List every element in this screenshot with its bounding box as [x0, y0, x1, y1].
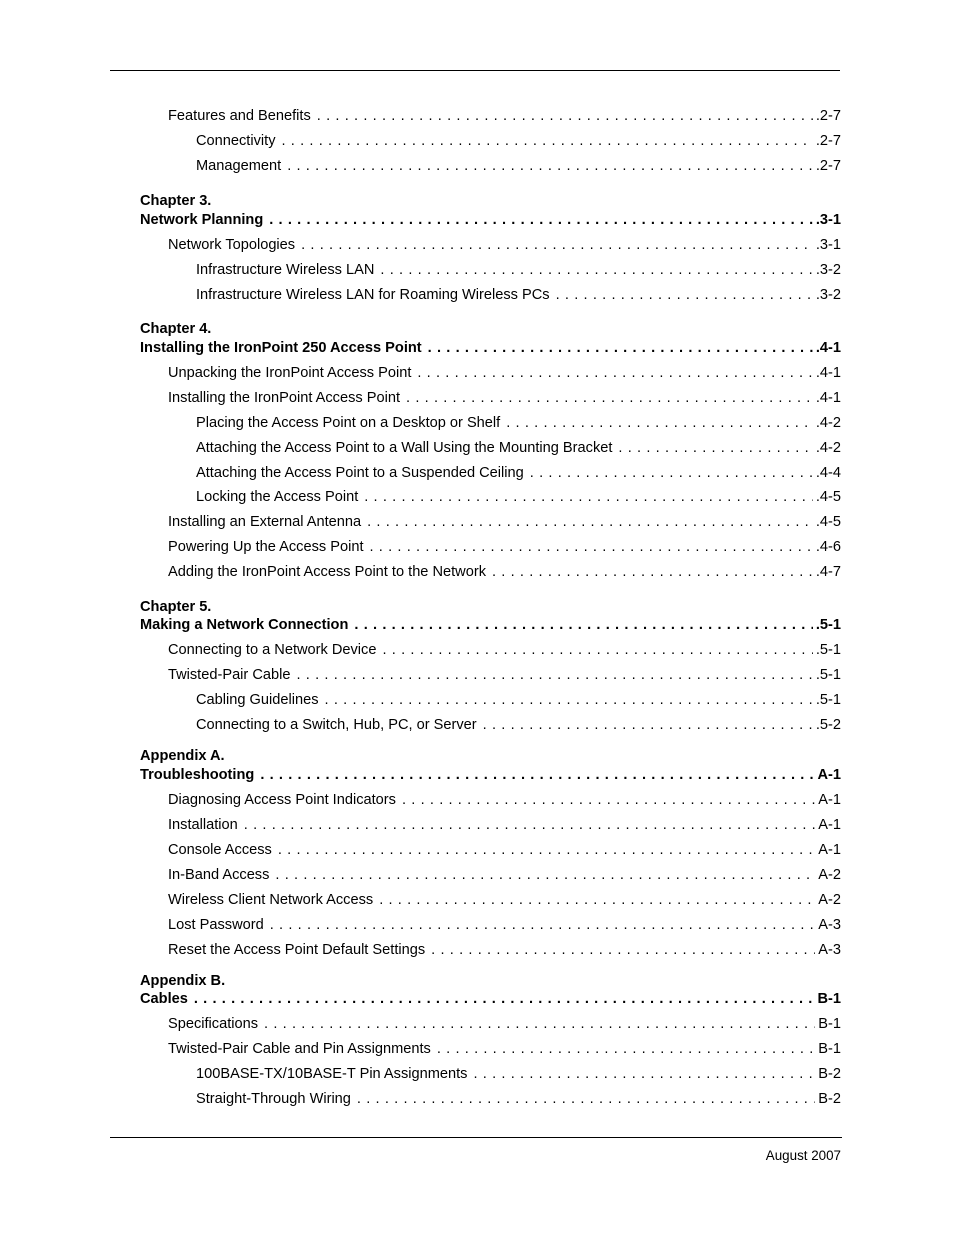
dot-leader	[194, 990, 815, 1008]
toc-entry[interactable]	[168, 563, 841, 581]
toc-entry-page: .4-2	[815, 415, 841, 431]
footer-rule	[110, 1137, 842, 1138]
toc-entry[interactable]	[168, 941, 841, 959]
dot-leader	[506, 414, 813, 432]
toc-entry[interactable]	[196, 1090, 841, 1108]
toc-entry-page: B-2	[818, 1091, 841, 1107]
toc-entry-title: Cabling Guidelines	[196, 692, 319, 708]
toc-entry-page: A-2	[818, 892, 841, 908]
dot-leader	[278, 841, 815, 859]
toc-entry-page: .4-1	[815, 390, 841, 406]
toc-entry[interactable]	[196, 261, 841, 279]
dot-leader	[370, 538, 813, 556]
toc-entry-page: A-3	[818, 942, 841, 958]
toc-entry-title: Reset the Access Point Default Settings	[168, 942, 426, 958]
toc-entry-title: Management	[196, 158, 282, 174]
toc-entry-page: A-1	[818, 842, 841, 858]
toc-entry[interactable]	[168, 641, 841, 659]
toc-entry[interactable]	[196, 1065, 841, 1083]
dot-leader	[260, 766, 814, 784]
toc-entry[interactable]	[168, 236, 841, 254]
toc-entry-title: Cables	[140, 991, 188, 1007]
toc-entry-page: .4-1	[815, 365, 841, 381]
toc-entry-title: Wireless Client Network Access	[168, 892, 374, 908]
dot-leader	[417, 364, 812, 382]
toc-entry-page: .5-2	[815, 717, 841, 733]
dot-leader	[379, 891, 815, 909]
toc-entry-title: Connecting to a Network Device	[168, 642, 377, 658]
toc-entry[interactable]	[196, 286, 841, 304]
toc-entry[interactable]	[168, 513, 841, 531]
toc-entry-page: B-1	[818, 1016, 841, 1032]
toc-entry-title: Twisted-Pair Cable and Pin Assignments	[168, 1041, 431, 1057]
toc-entry-title: In-Band Access	[168, 867, 270, 883]
toc-entry-title: Features and Benefits	[168, 108, 311, 124]
toc-entry-title: Installing the IronPoint 250 Access Point	[140, 340, 422, 356]
toc-entry-page: .2-7	[815, 158, 841, 174]
toc-entry[interactable]	[168, 1040, 841, 1058]
toc-entry-page: A-1	[818, 817, 841, 833]
toc-entry-page: .4-5	[815, 489, 841, 505]
toc-entry-title: Installation	[168, 817, 238, 833]
toc-entry-page: .3-1	[815, 212, 841, 228]
toc-entry-page: .2-7	[815, 133, 841, 149]
dot-leader	[618, 439, 812, 457]
toc-entry-title: 100BASE-TX/10BASE-T Pin Assignments	[196, 1066, 468, 1082]
toc-entry-title: Locking the Access Point	[196, 489, 359, 505]
toc-entry[interactable]	[168, 866, 841, 884]
dot-leader	[244, 816, 816, 834]
toc-entry-title: Making a Network Connection	[140, 617, 349, 633]
dot-leader	[483, 716, 813, 734]
toc-entry-title: Infrastructure Wireless LAN	[196, 262, 375, 278]
toc-entry-page: .3-1	[815, 237, 841, 253]
toc-entry[interactable]	[168, 389, 841, 407]
dot-leader	[354, 616, 812, 634]
toc-entry-page: .3-2	[815, 287, 841, 303]
dot-leader	[270, 916, 816, 934]
dot-leader	[402, 791, 815, 809]
toc-entry-page: .2-7	[815, 108, 841, 124]
toc-entry[interactable]	[168, 916, 841, 934]
toc-entry[interactable]	[140, 766, 841, 784]
toc-entry[interactable]	[168, 107, 841, 125]
toc-entry-title: Lost Password	[168, 917, 264, 933]
toc-entry[interactable]	[140, 339, 841, 357]
toc-entry[interactable]	[196, 464, 841, 482]
dot-leader	[530, 464, 813, 482]
toc-entry-page: .5-1	[815, 642, 841, 658]
toc-entry-title: Attaching the Access Point to a Wall Using the Mounting Bracket	[196, 440, 613, 456]
section-label: Chapter 5.	[140, 599, 212, 615]
toc-entry[interactable]	[168, 1015, 841, 1033]
toc-entry[interactable]	[168, 791, 841, 809]
footer-date: August 2007	[765, 1148, 841, 1163]
toc-entry-title: Connecting to a Switch, Hub, PC, or Server	[196, 717, 477, 733]
toc-entry[interactable]	[196, 157, 841, 175]
dot-leader	[437, 1040, 815, 1058]
toc-entry-title: Powering Up the Access Point	[168, 539, 364, 555]
toc-entry[interactable]	[196, 132, 841, 150]
toc-entry[interactable]	[196, 488, 841, 506]
toc-entry-page: .4-2	[815, 440, 841, 456]
toc-entry-title: Placing the Access Point on a Desktop or Shelf	[196, 415, 501, 431]
section-label: Chapter 4.	[140, 321, 212, 337]
toc-entry[interactable]	[196, 691, 841, 709]
dot-leader	[364, 488, 813, 506]
toc-entry-page: A-1	[818, 792, 841, 808]
toc-entry[interactable]	[140, 990, 841, 1008]
toc-entry-title: Troubleshooting	[140, 767, 255, 783]
dot-leader	[301, 236, 813, 254]
toc-entry-page: .3-2	[815, 262, 841, 278]
toc-entry-page: .5-1	[815, 617, 841, 633]
toc-entry-page: .4-1	[815, 340, 841, 356]
toc-entry-title: Installing the IronPoint Access Point	[168, 390, 401, 406]
toc-entry-title: Unpacking the IronPoint Access Point	[168, 365, 412, 381]
toc-entry-page: .4-6	[815, 539, 841, 555]
dot-leader	[380, 261, 812, 279]
toc-entry-title: Network Topologies	[168, 237, 296, 253]
toc-entry-title: Console Access	[168, 842, 272, 858]
toc-entry-title: Network Planning	[140, 212, 264, 228]
toc-entry-title: Straight-Through Wiring	[196, 1091, 351, 1107]
toc-entry-page: A-2	[818, 867, 841, 883]
dot-leader	[325, 691, 813, 709]
dot-leader	[264, 1015, 815, 1033]
toc-entry-page: .4-7	[815, 564, 841, 580]
toc-entry[interactable]	[168, 891, 841, 909]
toc-entry[interactable]	[196, 439, 841, 457]
dot-leader	[287, 157, 813, 175]
dot-leader	[556, 286, 813, 304]
toc-entry-title: Installing an External Antenna	[168, 514, 362, 530]
toc-entry[interactable]	[168, 538, 841, 556]
toc-entry[interactable]	[196, 716, 841, 734]
toc-entry[interactable]	[168, 841, 841, 859]
toc-entry-title: Connectivity	[196, 133, 276, 149]
toc-entry[interactable]	[168, 666, 841, 684]
toc-entry[interactable]	[140, 616, 841, 634]
toc-entry-title: Diagnosing Access Point Indicators	[168, 792, 396, 808]
dot-leader	[382, 641, 812, 659]
dot-leader	[367, 513, 813, 531]
dot-leader	[431, 941, 815, 959]
toc-entry-page: B-2	[818, 1066, 841, 1082]
toc-entry-page: B-1	[817, 991, 841, 1007]
toc-entry-page: .5-1	[815, 667, 841, 683]
dot-leader	[282, 132, 813, 150]
dot-leader	[275, 866, 815, 884]
toc-entry[interactable]	[196, 414, 841, 432]
dot-leader	[473, 1065, 815, 1083]
dot-leader	[428, 339, 813, 357]
toc-entry-page: .5-1	[815, 692, 841, 708]
dot-leader	[357, 1090, 815, 1108]
dot-leader	[269, 211, 813, 229]
toc-entry-title: Attaching the Access Point to a Suspended Ceiling	[196, 465, 524, 481]
dot-leader	[296, 666, 812, 684]
toc-entry[interactable]	[140, 211, 841, 229]
toc-entry-title: Infrastructure Wireless LAN for Roaming Wireless PCs	[196, 287, 550, 303]
toc-entry[interactable]	[168, 364, 841, 382]
toc-entry-page: B-1	[818, 1041, 841, 1057]
toc-entry-page: A-1	[817, 767, 841, 783]
dot-leader	[406, 389, 813, 407]
toc-entry-title: Adding the IronPoint Access Point to the Network	[168, 564, 486, 580]
toc-entry-title: Twisted-Pair Cable	[168, 667, 291, 683]
toc-entry-page: .4-4	[815, 465, 841, 481]
toc-entry-page: .4-5	[815, 514, 841, 530]
toc-entry-title: Specifications	[168, 1016, 259, 1032]
section-label: Appendix A.	[140, 748, 225, 764]
toc-entry[interactable]	[168, 816, 841, 834]
dot-leader	[492, 563, 813, 581]
section-label: Chapter 3.	[140, 193, 212, 209]
toc-entry-page: A-3	[818, 917, 841, 933]
dot-leader	[317, 107, 813, 125]
section-label: Appendix B.	[140, 973, 226, 989]
